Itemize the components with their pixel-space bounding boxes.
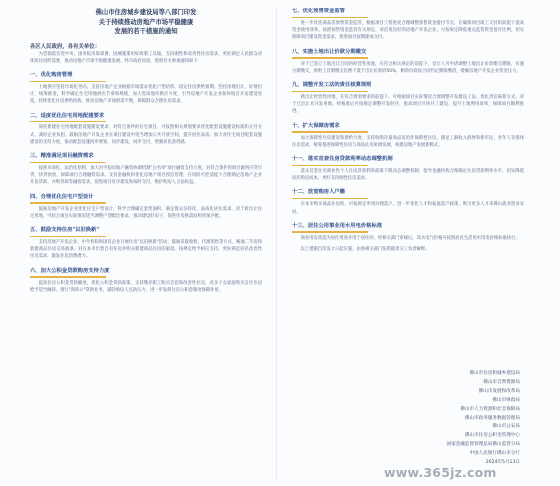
signatories-block (380, 370, 520, 468)
section-heading: 三、精准满足项目融资需求 (30, 153, 262, 163)
heading-underline (292, 17, 368, 18)
section-heading: 一、优化购房管理 (30, 72, 262, 82)
section-body: 提高住房公积金贷款额度，优化公积金贷款政策，支持缴存职工购买首套和改善性住房，对多子女家庭购买自住住房给予适当倾斜。推行"商转公"贷款业务，减轻购房人还款压力，进一步发挥住房公积金制度保障作用。 (30, 280, 262, 293)
section-heading: 八、实施土地出让价款分期缴交 (292, 49, 524, 59)
section-body: 加大保障性住房建设和供给力度，支持收购存量商品房用作保障性住房，满足工薪收入群体和新市民、青年人等群体住房需求，统筹推进保障性住房与商品住房协调发展，构建房地产发展新模式。 (292, 135, 524, 148)
signatory: 佛山市自然资源局 (483, 379, 520, 385)
heading-underline (292, 198, 368, 199)
section-body: 商业用房改造为居住用途并用于居住的，经相关部门审核后，其水电气价格可按照居民生活用水用电价格标准执行。 (300, 235, 520, 241)
heading-underline (292, 231, 368, 232)
section-heading: 十一、落实首套住房贷款利率动态调整机制 (292, 156, 524, 166)
intro-paragraph: 为贯彻落实党中央、国务院决策部署，因城施策用好政策工具箱，支持刚性和改善性住房需求，更好满足人民群众对优质住房的需要，推动房地产市场平稳健康发展，经市政府同意，现将有关事项通知如下： (30, 51, 262, 64)
site-watermark: www.365jz.com (384, 465, 497, 480)
section-body: 按照市场化、法治化原则，加大对平稳房地产融资协调机制"白名单"项目融资支持力度，对符合条件的项目做到应贷尽贷、快贷快放，保障项目合理融资需求。支持金融机构优化房地产项目授信管理，在风险可控前提下合理满足房地产企业开发贷款、并购贷款等融资需求，促进项目有序建设和按时交付，维护购房人合法权益。 (30, 166, 262, 186)
section-body: 对于已签订土地出让合同的经营性用地，在符合相关规定的前提下，受让人可申请调整土地出让价款缴交期限，实施分期缴交，原则上首期缴交比例不低于出让价款的50%，剩余价款按合同约定期限缴清，缓解房地产开发企业资金压力。 (292, 61, 524, 74)
signatory: 佛山市财政局 (492, 397, 520, 403)
signatory: 佛山市住房公积金管理中心 (464, 433, 520, 439)
section-heading: 十三、居住公用事业用水用电价格标准 (292, 223, 524, 233)
section-body: 落实首套住房商业性个人住房贷款利率政策下限动态调整机制，指导金融机构合理确定住房贷款利率水平，切实降低居民购房成本，更好支持刚性住房需求。 (292, 168, 524, 182)
closing-paragraph: 以上措施自印发之日起实施，由各相关部门按照职责分工负责解释。 (300, 246, 430, 252)
section-body: 进一步优化商品房预售资金监管，根据项目工程进度合理调整预售资金拨付节点，在确保项目竣工交付的前提下提高资金使用效率。按照预售资金监管有关规定，对信用良好的房地产开发企业，可按规定降低重点监管资金留存比例，切实保障项目建设资金需求，促进项目按期建成交付。 (292, 20, 524, 41)
heading-underline (30, 276, 106, 277)
section-heading: 十二、放宽购房人户籍 (292, 189, 524, 199)
section-heading: 七、优化预售资金监管 (292, 8, 524, 18)
salutation: 各区人民政府，各有关单位： (30, 43, 101, 50)
document-date: 2024年5月13日 (485, 460, 520, 466)
title-line: 关于持续推动房地产市场平稳健康 (98, 18, 194, 26)
column-divider (276, 8, 277, 478)
left-column (30, 8, 262, 480)
section-heading: 五、鼓励支持住房"以旧换新" (30, 227, 262, 237)
title-line: 发展的若干措施的通知 (114, 28, 178, 35)
section-body: 在本市购买商品住房的，可按规定申请办理落户，进一步优化人才和家庭落户政策，吸引更多人才来佛山就业创业安居。 (292, 202, 524, 215)
heading-underline (292, 165, 368, 166)
section-heading: 十、扩大保障房需求 (292, 123, 524, 133)
section-body: 简化新建住宅用地配套设施建设要求，对符合条件的住宅项目，可按照相关规划要求优化配套设施建设标准和交付方式，减轻企业负担。鼓励房地产开发企业在项目建设中适当增加公共开放空间，提升居住品质。加大对住宅项目配套设施建设的支持力度，推动配套设施同步规划、同步建设、同步交付，增强居民获得感。 (30, 125, 262, 145)
signatory: 佛山市人力资源和社会保障局 (460, 406, 520, 412)
heading-underline (292, 91, 368, 92)
heading-underline (292, 131, 368, 132)
section-heading: 九、调整开发工法的责任核算规则 (292, 82, 524, 92)
document-title (30, 8, 262, 37)
heading-underline (30, 121, 106, 122)
heading-underline (292, 57, 368, 58)
section-body: 鼓励房地产开发企业优化住宅户型设计，科学合理确定套型面积，满足群众多样化、品质化居住需求。对于新出让住宅用地，可结合项目实际情况适当调整户型配比要求，推动建设好房子，促进住房供需结构更加匹配。 (30, 206, 262, 219)
signatory: 佛山市公安局 (492, 424, 520, 430)
heading-underline (30, 81, 106, 82)
section-body: 新出让经营性用地，在符合规划要求的前提下，可根据项目实际情况合理调整开发建设工法，优化责任核算方式。对于已出让未开发用地，经核准后可按规定调整开发时序，推动项目尽快开工建设，提升土地利用效率，保障项目顺利推进。 (292, 94, 524, 115)
signatory: 佛山市发展和改革局 (478, 388, 520, 394)
section-heading: 二、适度优化住宅用地配建要求 (30, 113, 262, 123)
heading-underline (30, 162, 106, 163)
signatory: 中国人民银行佛山市分行 (469, 451, 520, 457)
heading-underline (30, 202, 106, 203)
section-body: 土地供应坚持市场化导向，支持房地产企业根据市场需求优化户型结构，稳定住房供给预期。坚持净地出让、好地出让，统筹推进，科学确定住宅用地供应节奏和规模，加大优质地块供应力度，引导房地产开发企业加快项目开发建设进度。持续优化住房供给结构，推动房地产市场供需平衡，保障群众合理住房需求。 (30, 84, 262, 105)
section-heading: 六、加大公积金贷款购房支持力度 (30, 268, 262, 278)
signatory: 佛山市住房和城乡建设局 (469, 371, 520, 376)
section-body: 支持房地产开发企业、中介机构和国有企业开展住房"以旧换新"活动，鼓励采取收购、代理销售等方式，畅通二手房和新建商品住房交易链条，对在本市出售自有住房并购买新建商品住房的家庭，按规定给予相应支持，更好满足居民改善性住房需求，激发住房消费潜力。 (30, 240, 262, 260)
heading-underline (30, 236, 106, 237)
signatory: 国家金融监督管理总局佛山监管分局 (446, 442, 520, 448)
signatory: 佛山市政务服务数据管理局 (464, 415, 520, 421)
title-line: 佛山市住房城乡建设局等八部门印发 (95, 9, 197, 16)
section-heading: 四、合理优化住宅户型设计 (30, 194, 262, 204)
